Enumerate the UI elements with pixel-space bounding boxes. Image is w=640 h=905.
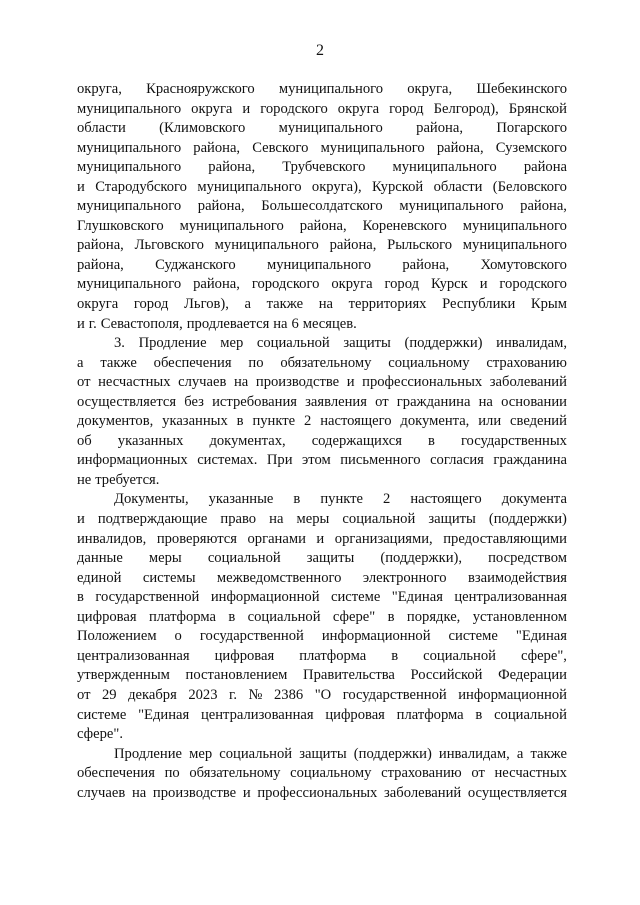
text-line: случаев на производстве и профессиональных заболеваний осуществляется (77, 784, 567, 801)
text-line: в государственной информационной системе "Единая централизованная (77, 589, 567, 606)
text-line: муниципального района, Севского муниципального района, Суземского (77, 139, 567, 156)
text-line: Документы, указанные в пункте 2 настоящего документа (114, 491, 567, 508)
text-line: Положением о государственной информационной системе "Единая (77, 628, 567, 645)
text-line: документов, указанных в пункте 2 настоящего документа, или сведений (77, 413, 567, 430)
text-line: сфере". (77, 726, 123, 743)
paragraph (77, 490, 567, 744)
text-line: осуществляется без истребования заявления от гражданина на основании (77, 393, 567, 410)
text-line: централизованная цифровая платформа в социальной сфере", (77, 647, 567, 664)
text-line: муниципального района, Большесолдатского муниципального района, (77, 198, 567, 215)
paragraph (77, 745, 567, 804)
text-line: цифровая платформа в социальной сфере" в порядке, установленном (77, 608, 567, 625)
text-line: муниципального района, городского округа город Курск и городского (77, 276, 567, 293)
text-line: муниципального округа и городского округа город Белгород), Брянской (77, 100, 567, 117)
text-line: Глушковского муниципального района, Кореневского муниципального (77, 217, 567, 234)
text-line: округа, Краснояружского муниципального округа, Шебекинского (77, 81, 567, 97)
text-line: информационных системах. При этом письменного согласия гражданина (77, 452, 567, 469)
text-line: об указанных документах, содержащихся в государственных (77, 432, 567, 449)
text-line: не требуется. (77, 471, 160, 488)
text-line: 3. Продление мер социальной защиты (поддержки) инвалидам, (114, 335, 567, 352)
text-line: и подтверждающие право на меры социальной защиты (поддержки) (77, 511, 567, 528)
text-line: единой системы межведомственного электронного взаимодействия (77, 569, 567, 586)
text-line: области (Климовского муниципального района, Погарского (77, 120, 567, 137)
document-body (77, 80, 567, 803)
text-line: района, Суджанского муниципального района, Хомутовского (77, 256, 567, 273)
text-line: и Стародубского муниципального округа), Курской области (Беловского (77, 178, 567, 195)
text-line: муниципального района, Трубчевского муниципального района (77, 159, 567, 176)
text-line: Продление мер социальной защиты (поддержки) инвалидам, а также (114, 745, 567, 762)
paragraph (77, 334, 567, 490)
text-line: системе "Единая централизованная цифровая платформа в социальной (77, 706, 567, 723)
text-line: округа город Льгов), а также на территориях Республики Крым (77, 296, 567, 313)
text-line: инвалидов, проверяются органами и организациями, предоставляющими (77, 530, 567, 547)
text-line: от 29 декабря 2023 г. № 2386 "О государственной информационной (77, 686, 567, 703)
text-line: а также обеспечения по обязательному социальному страхованию (77, 354, 567, 371)
text-line: от несчастных случаев на производстве и профессиональных заболеваний (77, 374, 567, 391)
text-line: данные меры социальной защиты (поддержки), посредством (77, 550, 567, 567)
text-line: обеспечения по обязательному социальному страхованию от несчастных (77, 765, 567, 782)
text-line: утвержденным постановлением Правительства Российской Федерации (77, 667, 567, 684)
paragraph (77, 80, 567, 334)
text-line: района, Льговского муниципального района, Рыльского муниципального (77, 237, 567, 254)
page-number: 2 (316, 42, 324, 59)
text-line: и г. Севастополя, продлевается на 6 месяцев. (77, 315, 357, 332)
